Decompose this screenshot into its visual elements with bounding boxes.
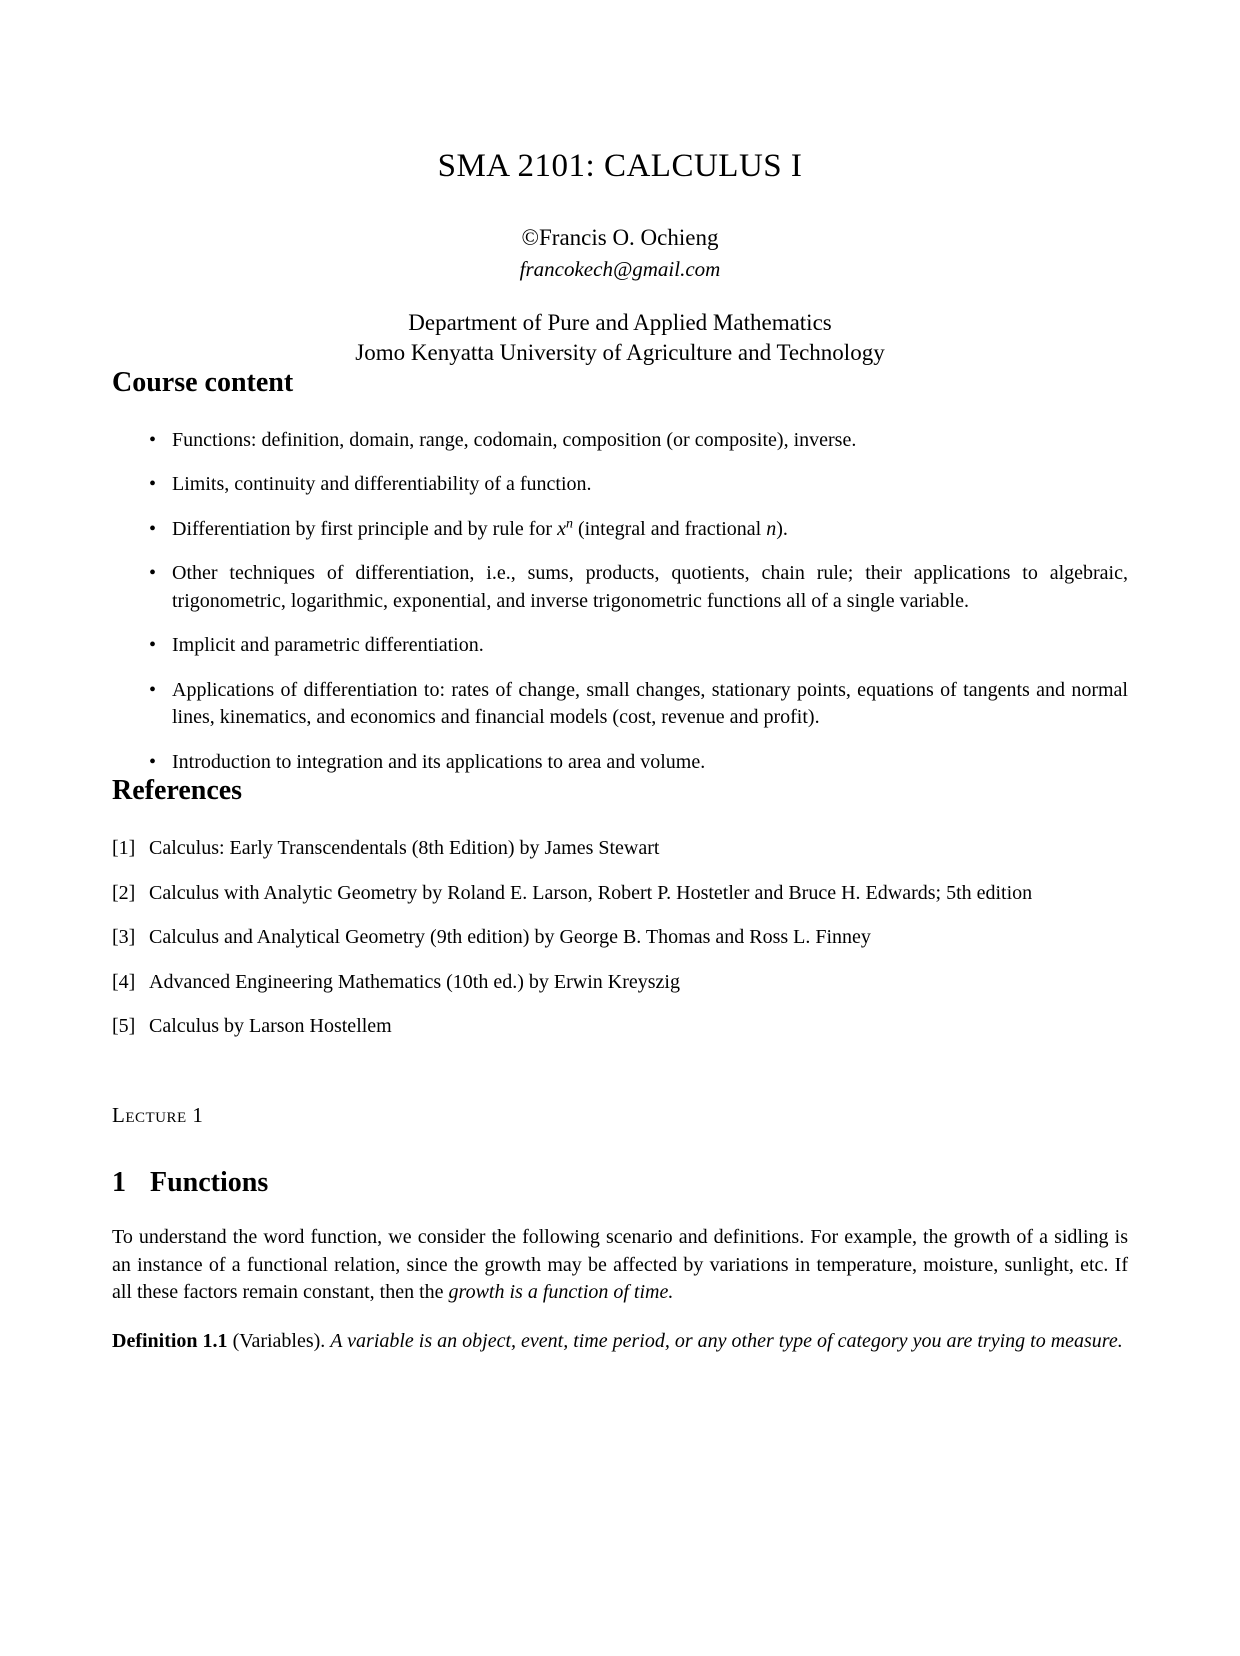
functions-section	[112, 1168, 1128, 1356]
reference-item	[112, 924, 1128, 952]
reference-text: Calculus and Analytical Geometry (9th edition) by George B. Thomas and Ross L. Finney	[149, 926, 871, 949]
definition-1-1	[112, 1328, 1128, 1356]
affiliation-block	[112, 308, 1128, 368]
course-item-text: Applications of differentiation to: rates of change, small changes, stationary points, equations of tangents and normal lines, kinematics, and economics and financial models (cost, revenue and profit).	[172, 678, 1128, 729]
reference-item	[112, 880, 1128, 908]
author-line: ©Francis O. Ochieng	[521, 225, 719, 251]
reference-item	[112, 1013, 1128, 1041]
definition-label: Definition 1.1	[112, 1329, 228, 1352]
reference-number: [4]	[112, 970, 136, 993]
italic-phrase: growth is a function of time.	[448, 1281, 674, 1304]
math-var-x: x	[557, 517, 566, 540]
reference-item	[112, 835, 1128, 863]
references-section	[112, 776, 1128, 1040]
reference-text: Calculus: Early Transcendentals (8th Edition) by James Stewart	[149, 837, 660, 860]
course-item-integration	[112, 749, 1128, 777]
section-title: Functions	[150, 1166, 269, 1198]
course-item-text: Functions: definition, domain, range, codomain, composition (or composite), inverse.	[172, 428, 857, 451]
definition-body: A variable is an object, event, time period, or any other type of category you are trying to measure.	[330, 1329, 1123, 1352]
reference-number: [1]	[112, 837, 136, 860]
course-item-functions	[112, 427, 1128, 455]
references-heading: References	[112, 775, 243, 807]
reference-number: [3]	[112, 926, 136, 949]
course-item-applications	[112, 677, 1128, 732]
definition-term: (Variables).	[227, 1329, 331, 1352]
reference-number: [2]	[112, 881, 136, 904]
bullet-icon: •	[149, 428, 157, 451]
university-line: Jomo Kenyatta University of Agriculture and Technology	[355, 340, 885, 366]
bullet-icon: •	[149, 473, 157, 496]
department-line: Department of Pure and Applied Mathematics	[408, 310, 832, 336]
course-item-text: Introduction to integration and its applications to area and volume.	[172, 750, 706, 773]
bullet-icon: •	[149, 634, 157, 657]
reference-text: Calculus with Analytic Geometry by Roland E. Larson, Robert P. Hostetler and Bruce H. Edwards; 5th edition	[149, 881, 1033, 904]
page-title: SMA 2101: CALCULUS I	[437, 148, 803, 184]
bullet-icon: •	[149, 517, 157, 540]
course-content-list	[112, 427, 1128, 777]
course-item-text: Other techniques of differentiation, i.e., sums, products, quotients, chain rule; their applications to algebraic, trigonometric, logarithmic, exponential, and inverse trigonometric functions all of a single variable.	[172, 562, 1128, 612]
course-item-implicit	[112, 632, 1128, 660]
reference-item	[112, 969, 1128, 997]
reference-text: Calculus by Larson Hostellem	[149, 1015, 392, 1038]
section-heading	[112, 1168, 1128, 1199]
course-item-limits	[112, 471, 1128, 499]
bullet-icon: •	[149, 562, 157, 585]
intro-paragraph: To understand the word function, we consider the following scenario and definitions. For example, the growth of a sidling is an instance of a functional relation, since the growth may be affected by variations in temperature, moisture, sunlight, etc. If all these factors remain constant, then the growth is a function of time.	[112, 1226, 1128, 1304]
bullet-icon: •	[149, 750, 157, 773]
course-item-text: Differentiation by first principle and by rule for $x^n$ (integral and fractional n).	[172, 516, 788, 540]
course-item-text: Limits, continuity and differentiability of a function.	[172, 473, 592, 496]
course-item-text: Implicit and parametric differentiation.	[172, 634, 484, 657]
title-block	[112, 148, 1128, 368]
reference-text: Advanced Engineering Mathematics (10th ed.) by Erwin Kreyszig	[149, 970, 680, 993]
course-item-differentiation	[112, 516, 1128, 544]
course-content-heading: Course content	[112, 367, 294, 399]
section-number: 1	[112, 1166, 126, 1198]
math-var-n: n	[766, 517, 777, 540]
course-item-other-techniques	[112, 560, 1128, 615]
reference-number: [5]	[112, 1015, 136, 1038]
math-superscript-n: n	[565, 516, 573, 532]
lecture-label: Lecture 1	[112, 1102, 204, 1127]
references-list	[112, 835, 1128, 1041]
bullet-icon: •	[149, 678, 157, 701]
author-email: francokech@gmail.com	[519, 256, 721, 281]
course-content-section	[112, 368, 1128, 776]
